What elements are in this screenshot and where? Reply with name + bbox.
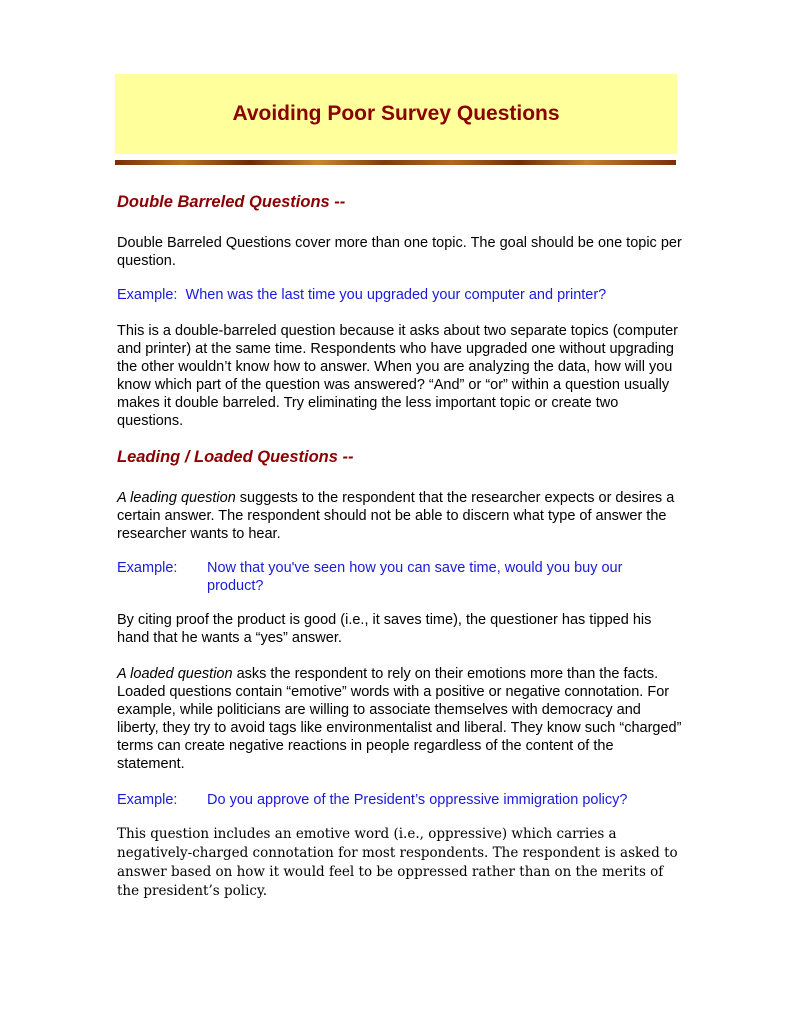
leading-term: A leading question <box>117 490 236 506</box>
page-title: Avoiding Poor Survey Questions <box>232 102 560 125</box>
loaded-definition-text: asks the respondent to rely on their emotions more than the facts. Loaded questions contain “emotive” words with a positive or negative connotation. For example, while politicians are willing to associate themselves with democracy and liberty, they try to avoid tags like environmentalist and liberal. They know such “charged” terms can create negative reactions in people regardless of the content of the statement. <box>117 666 682 772</box>
loaded-definition <box>117 665 682 773</box>
section-explanation: This is a double-barreled question because it asks about two separate topics (computer and printer) at the same time. Respondents who have upgraded one without upgrading the other wouldn’t know how to answer. When you are analyzing the data, how will you know which part of the question was answered? “And” or “or” within a question usually makes it double barreled. Try eliminating the less important topic or create two questions. <box>117 323 678 429</box>
example-label: Example: <box>117 792 178 808</box>
section-leading-loaded <box>117 448 682 901</box>
section-double-barreled <box>117 193 682 430</box>
example-text: Do you approve of the President’s oppressive immigration policy? <box>207 792 628 808</box>
title-divider <box>115 160 676 165</box>
example-label: Example: <box>117 560 178 576</box>
leading-definition <box>117 489 682 543</box>
example-text: When was the last time you upgraded your computer and printer? <box>185 287 607 303</box>
loaded-term: A loaded question <box>117 666 233 682</box>
leading-definition-text: suggests to the respondent that the researcher expects or desires a certain answer. The respondent should not be able to discern what type of answer the researcher wants to hear. <box>117 490 675 542</box>
example-line <box>117 559 682 595</box>
example-label: Example: <box>117 287 178 303</box>
example-line <box>117 286 682 304</box>
example-text: Now that you've seen how you can save time, would you buy our product? <box>207 560 623 594</box>
section-intro: Double Barreled Questions cover more than one topic. The goal should be one topic per question. <box>117 235 682 269</box>
example-line <box>117 791 682 809</box>
title-box <box>115 74 677 154</box>
loaded-explanation: This question includes an emotive word (i.e., oppressive) which carries a negatively-charged connotation for most respondents. The respondent is asked to answer based on how it would feel to be oppressed rather than on the merits of the president’s policy. <box>117 826 678 899</box>
leading-explanation: By citing proof the product is good (i.e., it saves time), the questioner has tipped his hand that he wants a “yes” answer. <box>117 612 652 646</box>
section-heading: Leading / Loaded Questions -- <box>117 448 354 466</box>
document-body <box>117 193 682 901</box>
section-heading: Double Barreled Questions -- <box>117 193 346 211</box>
